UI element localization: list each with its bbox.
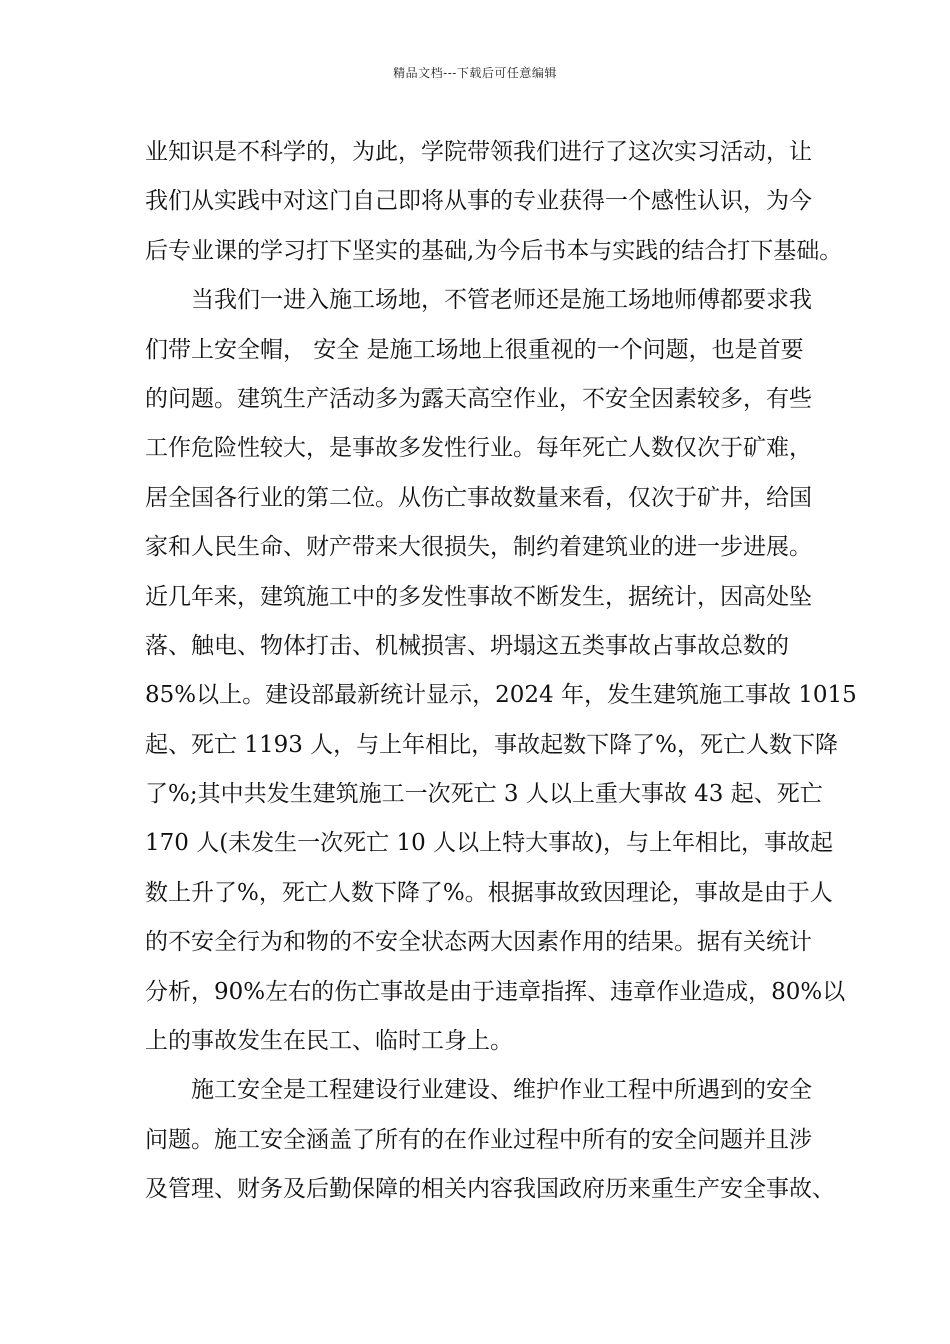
- body-text: [145, 128, 857, 1215]
- text-line: 业知识是不科学的，为此，学院带领我们进行了这次实习活动，让: [145, 139, 812, 165]
- text-line: 的不安全行为和物的不安全状态两大因素作用的结果。据有关统计: [145, 929, 812, 956]
- text-line: 问题。施工安全涵盖了所有的在作业过程中所有的安全问题并且涉: [145, 1126, 812, 1153]
- text-line: 们带上安全帽， 安全 是施工场地上很重视的一个问题，也是首要: [145, 336, 804, 363]
- text-line: 170 人(未发生一次死亡 10 人以上特大事故)，与上年相比，事故起: [145, 830, 834, 857]
- text-line: 居全国各行业的第二位。从伤亡事故数量来看，仅次于矿井，给国: [145, 484, 812, 511]
- paragraph-first-line: 当我们一进入施工场地，不管老师还是施工场地师傅都要求我: [191, 287, 812, 314]
- text-line: 上的事故发生在民工、临时工身上。: [145, 1028, 513, 1055]
- text-line: 后专业课的学习打下坚实的基础,为今后书本与实践的结合打下基础。: [145, 237, 843, 264]
- text-line: 的问题。建筑生产活动多为露天高空作业，不安全因素较多，有些: [145, 385, 812, 412]
- text-line: 起、死亡 1193 人，与上年相比，事故起数下降了%，死亡人数下降: [145, 731, 839, 758]
- text-line: 了%;其中共发生建筑施工一次死亡 3 人以上重大事故 43 起、死亡: [145, 781, 823, 808]
- text-line: 数上升了%，死亡人数下降了%。根据事故致因理论，事故是由于人: [145, 879, 833, 906]
- paragraph-first-line: 施工安全是工程建设行业建设、维护作业工程中所遇到的安全: [191, 1077, 812, 1104]
- text-line: 我们从实践中对这门自己即将从事的专业获得一个感性认识，为今: [145, 188, 812, 215]
- text-line: 家和人民生命、财产带来大很损失，制约着建筑业的进一步进展。: [145, 534, 812, 561]
- text-line: 近几年来，建筑施工中的多发性事故不断发生，据统计，因高处坠: [145, 583, 812, 610]
- text-line: 工作危险性较大，是事故多发性行业。每年死亡人数仅次于矿难，: [145, 435, 812, 462]
- text-line: 落、触电、物体打击、机械损害、坍塌这五类事故占事故总数的: [145, 632, 789, 659]
- text-line: 分析，90%左右的伤亡事故是由于违章指挥、违章作业造成，80%以: [145, 978, 846, 1005]
- text-line: 及管理、财务及后勤保障的相关内容我国政府历来重生产安全事故、: [145, 1176, 835, 1203]
- text-line: 85%以上。建设部最新统计显示，2024 年，发生建筑施工事故 1015: [145, 682, 857, 709]
- page-header: 精品文档---下载后可任意编辑: [393, 66, 557, 80]
